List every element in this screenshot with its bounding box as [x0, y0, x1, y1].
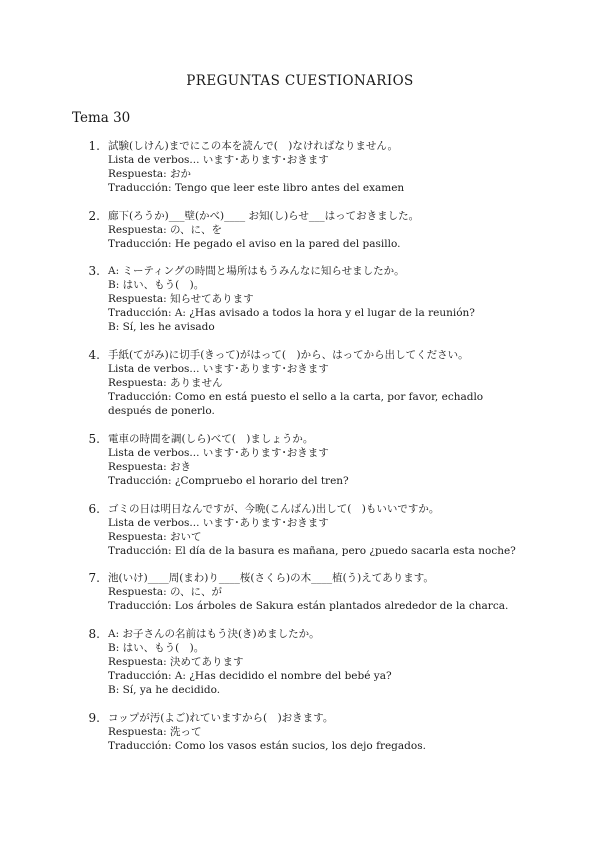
dialogue-line: B: はい、もう( )。: [108, 279, 205, 291]
answer: Respuesta: おか: [108, 168, 191, 180]
answer: Respuesta: おいて: [108, 531, 202, 543]
question-number: 9.: [88, 711, 100, 725]
translation: B: Sí, les he avisado: [108, 321, 215, 333]
verb-list: Lista de verbos... います･あります･おきます: [108, 363, 329, 375]
question-number: 2.: [88, 209, 100, 223]
translation: Traducción: A: ¿Has avisado a todos la hora y el lugar de la reunión?: [108, 307, 475, 319]
translation: Traducción: He pegado el aviso en la pared del pasillo.: [108, 238, 401, 250]
dialogue-line: B: はい、もう( )。: [108, 642, 205, 654]
verb-list: Lista de verbos... います･あります･おきます: [108, 154, 329, 166]
question-number: 1.: [88, 139, 100, 153]
verb-list: Lista de verbos... います･あります･おきます: [108, 447, 329, 459]
question-text: 廊下(ろうか)___壁(かべ)____ お知(し)らせ___はっておきました。: [108, 210, 420, 222]
answer: Respuesta: の、に、を: [108, 224, 223, 236]
translation: Traducción: A: ¿Has decidido el nombre del bebé ya?: [108, 670, 392, 682]
answer: Respuesta: の、に、が: [108, 586, 223, 598]
question-text: コップが汚(よご)れていますから( )おきます。: [108, 712, 334, 724]
question-number: 5.: [88, 432, 100, 446]
question-text: 試験(しけん)までにこの本を読んで( )なければなりません。: [108, 140, 399, 152]
question-number: 3.: [88, 264, 100, 278]
question-number: 8.: [88, 627, 100, 641]
answer: Respuesta: 決めてあります: [108, 656, 244, 668]
answer: Respuesta: おき: [108, 461, 191, 473]
translation: Traducción: ¿Compruebo el horario del tren?: [108, 475, 349, 487]
translation: Traducción: Como en está puesto el sello a la carta, por favor, echadlo después de ponerlo.: [108, 391, 484, 417]
question-text: 電車の時間を調(しら)べて( )ましょうか。: [108, 433, 314, 445]
question-text: 手紙(てがみ)に切手(きって)がはって( )から、はってから出してください。: [108, 349, 469, 361]
question-text: ゴミの日は明日なんですが、今晩(こんばん)出して( )もいいですか。: [108, 503, 440, 515]
translation: Traducción: El día de la basura es mañana, pero ¿puedo sacarla esta noche?: [108, 545, 516, 557]
answer: Respuesta: ありません: [108, 377, 223, 389]
section-heading: Tema 30: [72, 110, 131, 126]
translation: Traducción: Tengo que leer este libro antes del examen: [108, 182, 405, 194]
question-text: A: お子さんの名前はもう決(き)めましたか。: [108, 628, 320, 640]
translation: Traducción: Los árboles de Sakura están plantados alrededor de la charca.: [108, 600, 509, 612]
question-number: 7.: [88, 571, 100, 585]
answer: Respuesta: 洗って: [108, 726, 202, 738]
question-text: 池(いけ)____周(まわ)り____桜(さくら)の木____植(う)えてあります。: [108, 572, 434, 584]
page-title: PREGUNTAS CUESTIONARIOS: [186, 73, 414, 89]
question-number: 6.: [88, 502, 100, 516]
verb-list: Lista de verbos... います･あります･おきます: [108, 517, 329, 529]
translation: B: Sí, ya he decidido.: [108, 684, 221, 696]
question-text: A: ミーティングの時間と場所はもうみんなに知らせましたか。: [108, 265, 405, 277]
translation: Traducción: Como los vasos están sucios, los dejo fregados.: [108, 740, 426, 752]
answer: Respuesta: 知らせてあります: [108, 293, 254, 305]
question-number: 4.: [88, 348, 100, 362]
